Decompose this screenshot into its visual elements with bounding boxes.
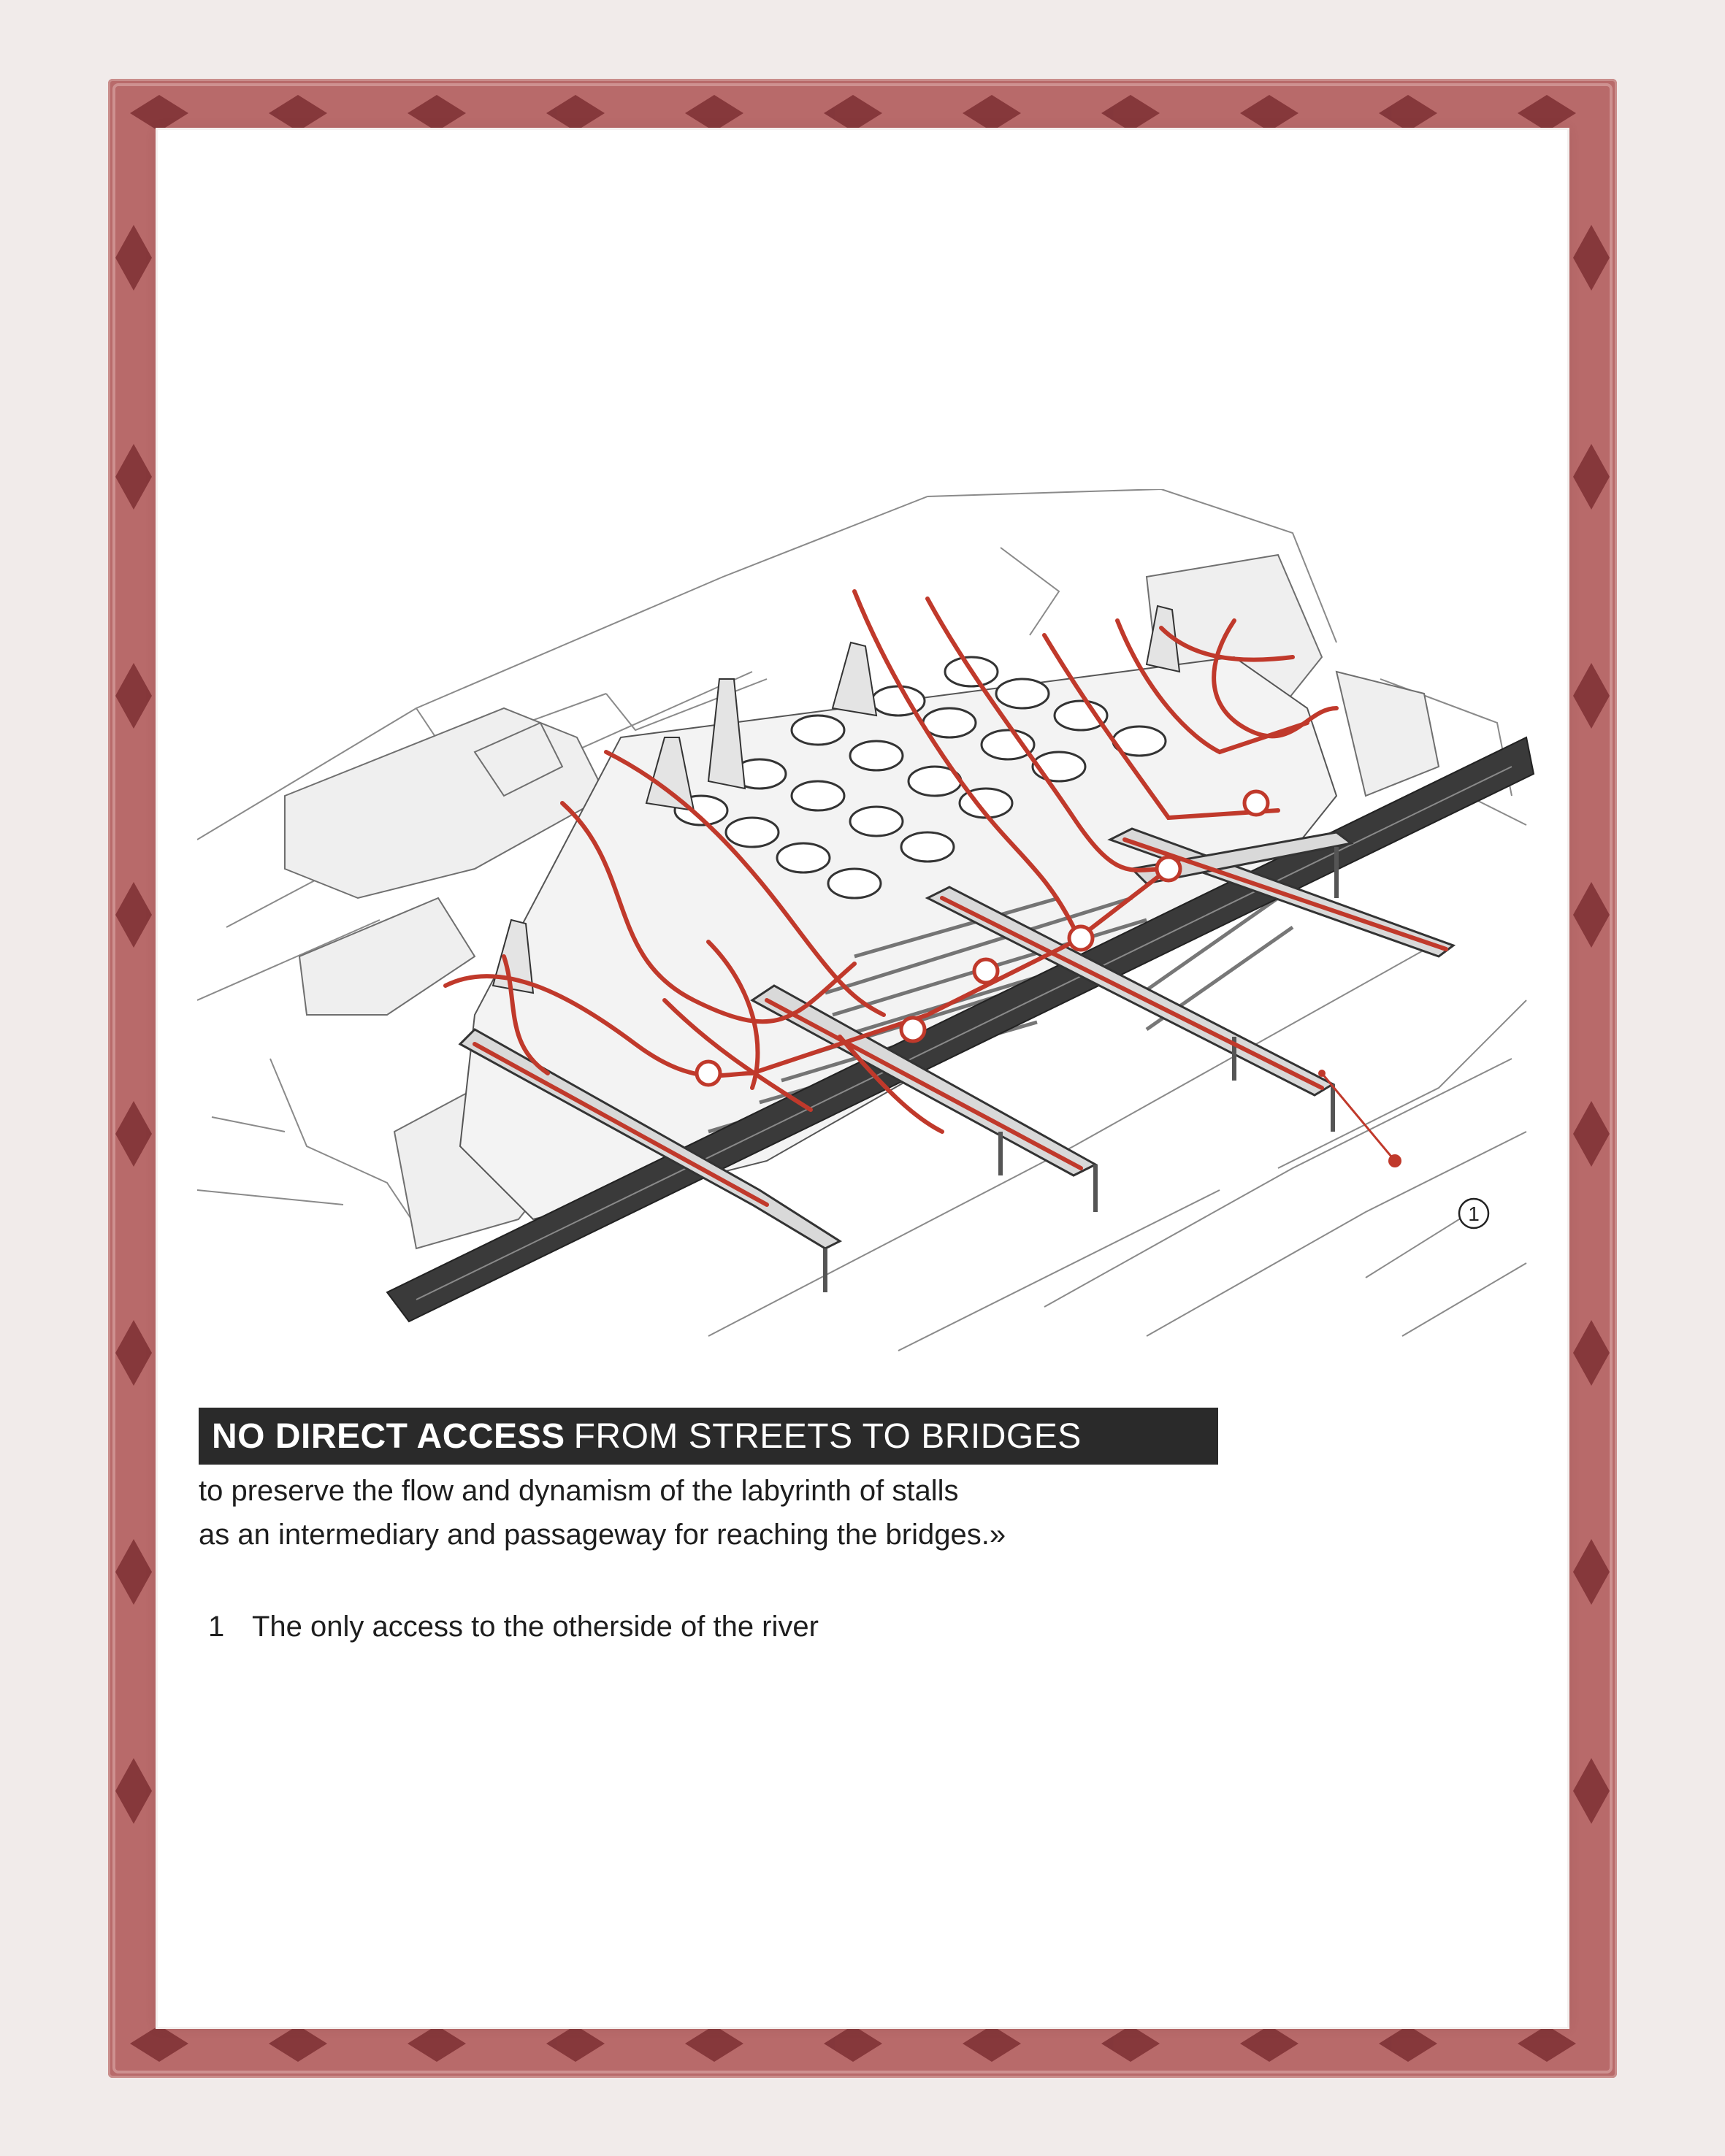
axonometric-site-drawing (197, 489, 1541, 1365)
heading-light: FROM STREETS TO BRIDGES (573, 1416, 1082, 1456)
note-text: The only access to the otherside of the river (252, 1611, 819, 1643)
callout-marker (1388, 1154, 1401, 1167)
callout-label-1 (1459, 1199, 1488, 1228)
body-line-2: as an intermediary and passageway for reaching the bridges.» (199, 1519, 1006, 1551)
section-heading (199, 1408, 1218, 1465)
heading-bold: NO DIRECT ACCESS (212, 1416, 565, 1456)
note-number: 1 (208, 1611, 225, 1643)
body-line-1: to preserve the flow and dynamism of the labyrinth of stalls (199, 1475, 959, 1507)
svg-text:1: 1 (1468, 1202, 1480, 1225)
